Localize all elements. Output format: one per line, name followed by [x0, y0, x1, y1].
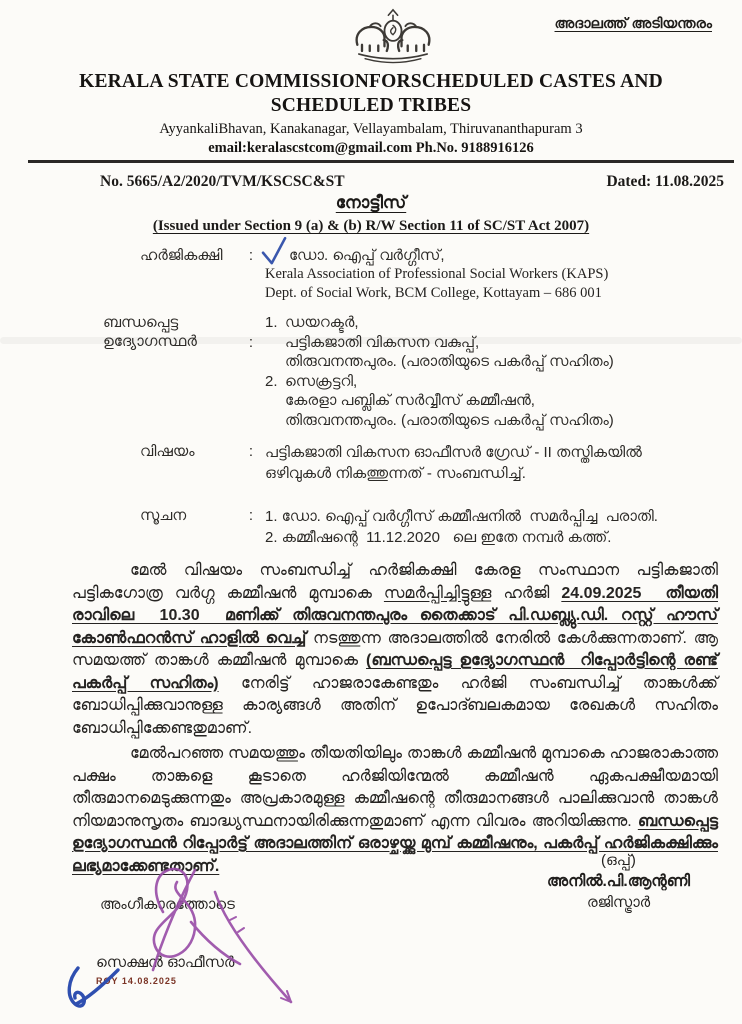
- reference-list-row: [103, 506, 722, 548]
- petitioner-org: Kerala Association of Professional Social Workers (KAPS): [265, 266, 609, 282]
- subject-row: [103, 442, 722, 484]
- official-place: തിരുവനന്തപുരം. (പരാതിയുടെ പകർപ്പ് സഹിതം): [285, 353, 614, 370]
- official-title: ഡയറക്ടർ,: [285, 314, 359, 331]
- reference-row: [100, 173, 724, 191]
- adalat-urgent-label: അദാലത്ത് അടിയന്തരം: [554, 16, 712, 32]
- reference-item-1: 1. ഡോ. ഐപ്പ് വർഗ്ഗീസ് കമ്മീഷനിൽ സമർപ്പിച്ച പരാതി.: [265, 508, 658, 525]
- reference-label: സൂചന: [140, 507, 187, 524]
- approval-label: അംഗീകാരത്തോടെ: [100, 896, 235, 913]
- petitioner-name-line: [265, 246, 722, 265]
- official-place: തിരുവനന്തപുരം. (പരാതിയുടെ പകർപ്പ് സഹിതം): [285, 411, 614, 429]
- official-title: സെക്രട്ടറി,: [285, 372, 358, 390]
- officials-label-line2: ഉദ്യോഗസ്ഥർ: [103, 333, 197, 350]
- official-dept: കേരളാ പബ്ലിക് സർവ്വീസ് കമ്മീഷൻ,: [285, 392, 535, 409]
- org-contact: email:keralascstcom@gmail.com Ph.No. 9188916126: [208, 140, 534, 156]
- body-paragraph-1: മേൽ വിഷയം സംബന്ധിച്ച് ഹർജികക്ഷി കേരള സംസ്ഥാന പട്ടികജാതി പട്ടികഗോത്ര വർഗ്ഗ കമ്മീഷൻ മുമ്പാകെ സമർപ്പിച്ചിട്ടുള്ള ഹർജി 24.09.2025 തീയതി രാവിലെ 10.30 മണിക്ക് തിരുവനന്തപുരം തൈക്കാട് പി.ഡബ്ല്യു.ഡി. റസ്റ്റ് ഹൗസ് കോൺഫറൻസ് ഹാളിൽ വെച്ച് നടത്തുന്ന അദാലത്തിൽ നേരിൽ കേൾക്കുന്നതാണ്. ആ സമയത്ത് താങ്കൾ കമ്മീഷൻ മുമ്പാകെ (ബന്ധപ്പെട്ട ഉദ്യോഗസ്ഥൻ റിപ്പോർട്ടിന്റെ രണ്ട് പകർപ്പ് സഹിതം) നേരിട്ട് ഹാജരാകേണ്ടതും ഹർജി സംബന്ധിച്ച് താങ്കൾക്ക് ബോധിപ്പിക്കുവാനുള്ള കാര്യങ്ങൾ അതിന് ഉപോദ്ബലകമായ രേഖകൾ സഹിതം ബോധിപ്പിക്കേണ്ടതുമാണ്.: [72, 562, 719, 737]
- official-item-2: [265, 372, 722, 431]
- header-divider: [28, 160, 734, 163]
- letterhead: [0, 70, 742, 157]
- official-dept: പട്ടികജാതി വികസന വകുപ്പ്,: [285, 333, 480, 351]
- org-name-line1: KERALA STATE COMMISSIONFORSCHEDULED CASTES AND: [79, 71, 663, 92]
- parties-section: [103, 246, 722, 548]
- colon: :: [248, 247, 254, 264]
- body-paragraph-2: മേൽപറഞ്ഞ സമയത്തും തീയതിയിലും താങ്കൾ കമ്മീഷൻ മുമ്പാകെ ഹാജരാകാത്ത പക്ഷം താങ്കളെ കൂടാതെ ഹർജിയിന്മേൽ കമ്മീഷൻ ഏകപക്ഷീയമായി തീരുമാനമെടുക്കുന്നതും അപ്രകാരമുള്ള കമ്മീഷന്റെ തീരുമാനങ്ങൾ പാലിക്കുവാൻ താങ്കൾ നിയമാനുസൃതം ബാദ്ധ്യസ്ഥനായിരിക്കുന്നതുമാണ് എന്ന വിവരം അറിയിക്കുന്നു. ബന്ധപ്പെട്ട ഉദ്യോഗസ്ഥൻ റിപ്പോർട്ട് അദാലത്തിന് ഒരാഴ്ചയ്ക്കു മുമ്പ് കമ്മീഷനും, പകർപ്പ് ഹർജികക്ഷിക്കും ലഭ്യമാക്കേണ്ടതാണ്.: [72, 745, 718, 875]
- officials-row: [103, 313, 722, 430]
- colon: :: [248, 507, 254, 524]
- registrar-signature-block: [547, 850, 690, 913]
- officials-label-line1: ബന്ധപ്പെട്ട: [103, 314, 179, 331]
- official-number: 1.: [265, 314, 278, 331]
- colon: :: [248, 443, 254, 460]
- subject-line1: പട്ടികജാതി വികസന ഓഫീസർ ഗ്രേഡ് - II തസ്തികയിൽ: [265, 444, 642, 461]
- kerala-government-emblem-icon: [341, 6, 445, 68]
- clerk-stamp: ROY 14.08.2025: [96, 976, 177, 986]
- file-number: No. 5665/A2/2020/TVM/KSCSC&ST: [100, 173, 345, 190]
- notice-title: നോട്ടീസ്: [335, 193, 407, 212]
- petitioner-row: [103, 246, 722, 303]
- official-item-1: [265, 313, 722, 372]
- section-officer-label: സെക്ഷൻ ഓഫീസർ: [96, 954, 235, 971]
- official-number: 2.: [265, 372, 278, 390]
- subject-line2: ഒഴിവുകൾ നികത്തുന്നത് - സംബന്ധിച്ച്.: [265, 465, 526, 482]
- org-name-line2: SCHEDULED TRIBES: [270, 95, 472, 116]
- colon: :: [248, 333, 254, 351]
- approval-block: [96, 896, 356, 1016]
- sd-label: (ഒപ്പ്): [601, 852, 636, 869]
- registrar-name: അനിൽ.പി.ആന്റണി: [547, 873, 690, 890]
- petitioner-dept: Dept. of Social Work, BCM College, Kottayam – 686 001: [265, 285, 602, 301]
- reference-item-2: 2. കമ്മീഷന്റെ 11.12.2020 ലെ ഇതേ നമ്പർ കത്ത്.: [265, 529, 612, 546]
- subject-label: വിഷയം: [140, 443, 195, 460]
- org-address: AyyankaliBhavan, Kanakanagar, Vellayambalam, Thiruvananthapuram 3: [159, 121, 583, 137]
- registrar-designation: രജിസ്ട്രാർ: [586, 894, 651, 911]
- notice-subtitle: (Issued under Section 9 (a) & (b) R/W Section 11 of SC/ST Act 2007): [152, 218, 590, 234]
- petitioner-name: ഡോ. ഐപ്പ് വർഗ്ഗീസ്,: [289, 247, 445, 264]
- document-date: Dated: 11.08.2025: [606, 173, 724, 190]
- petitioner-label: ഹർജികക്ഷി: [140, 247, 223, 264]
- notice-body: [72, 560, 718, 878]
- check-mark-icon: [258, 236, 290, 268]
